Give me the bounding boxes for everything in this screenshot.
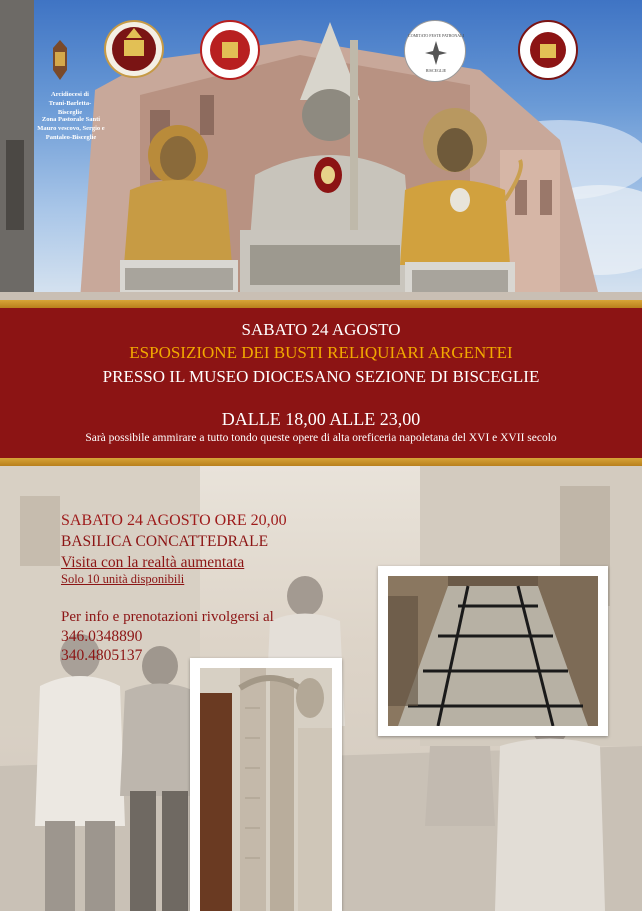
parish-crest-icon xyxy=(104,20,164,78)
archdiocese-coat-of-arms-icon xyxy=(45,40,75,82)
event-place: BASILICA CONCATTEDRALE xyxy=(61,533,269,550)
committee-label: COMITATO FESTE PATRONALI xyxy=(408,33,464,38)
event-availability: Solo 10 unità disponibili xyxy=(61,572,185,586)
confraternity-logo-icon xyxy=(200,20,260,80)
band-title: ESPOSIZIONE DEI BUSTI RELIQUIARI ARGENTEI xyxy=(129,343,513,362)
phone-number-2[interactable]: 340.4805137 xyxy=(61,647,143,664)
committee-logo-icon xyxy=(404,20,466,82)
gold-divider-bottom xyxy=(0,458,642,466)
museum-logo-icon xyxy=(518,20,578,80)
band-location: PRESSO IL MUSEO DIOCESANO SEZIONE DI BISCEGLIE xyxy=(102,367,540,386)
archdiocese-label: Arcidiocesi di Trani-Barletta-Bisceglie xyxy=(48,91,92,116)
event-info: Per info e prenotazioni rivolgersi al xyxy=(61,609,274,625)
phone-number-1[interactable]: 346.0348890 xyxy=(61,628,143,645)
band-date: SABATO 24 AGOSTO xyxy=(241,320,401,339)
hero-photo xyxy=(0,0,642,300)
committee-city-label: BISCEGLIE xyxy=(425,68,447,73)
event-band xyxy=(0,308,642,458)
event-visit-link[interactable]: Visita con la realtà aumentata xyxy=(61,554,245,571)
glass-floor-photo xyxy=(378,566,608,736)
portal-photo xyxy=(190,658,342,911)
band-hours: DALLE 18,00 ALLE 23,00 xyxy=(221,409,421,429)
gold-divider-top xyxy=(0,300,642,308)
pastoral-zone-label: Zona Pastorale Santi Mauro vescovo, Sergio e Pantaleo-Bisceglie xyxy=(37,116,105,141)
band-description: Sarà possibile ammirare a tutto tondo queste opere di alta oreficeria napoletana del XVI e XVII secolo xyxy=(85,432,557,444)
event-datetime: SABATO 24 AGOSTO ORE 20,00 xyxy=(61,512,287,529)
